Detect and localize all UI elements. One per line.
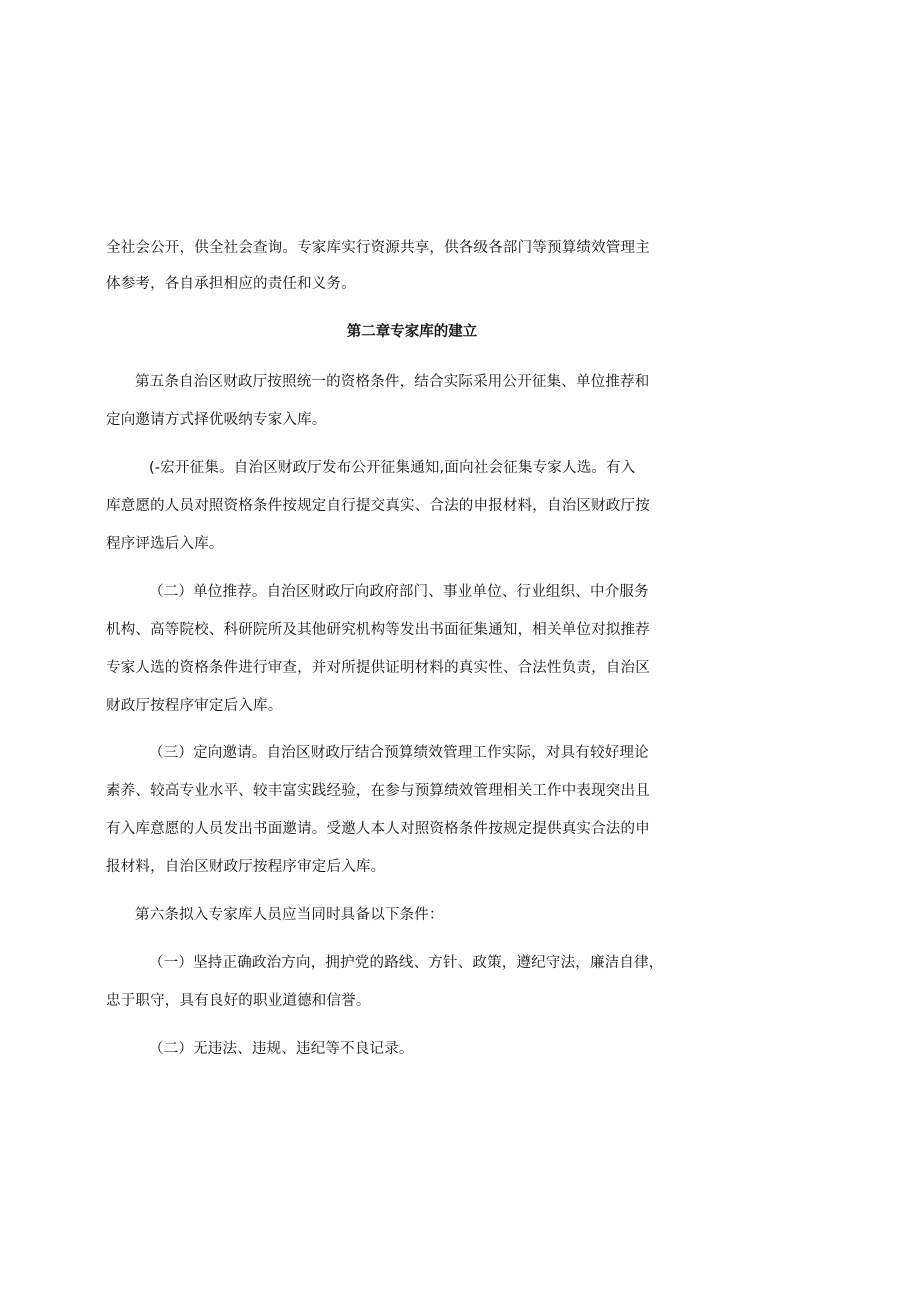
paragraph-line: 素养、较高专业水平、较丰富实践经验，在参与预算绩效管理相关工作中表现突出且 [106,783,650,799]
paragraph-line: 定向邀请方式择优吸纳专家入库。 [106,412,327,428]
paragraph-line: （一）坚持正确政治方向，拥护党的路线、方针、政策，遵纪守法，廉洁自律， [149,955,664,971]
paragraph-line: （二）无违法、违规、违纪等不良记录。 [149,1041,414,1057]
paragraph-line: 财政厅按程序审定后入库。 [106,698,283,714]
paragraph-line: 第六条拟入专家库人员应当同时具备以下条件： [135,907,444,923]
chapter-heading-row [0,322,920,342]
paragraph-line: （三）定向邀请。自治区财政厅结合预算绩效管理工作实际，对具有较好理论 [149,745,649,761]
paragraph-line: 有入库意愿的人员发出书面邀请。受邀人本人对照资格条件按规定提供真实合法的申 [106,821,650,837]
paragraph-line: 专家人选的资格条件进行审查，并对所提供证明材料的真实性、合法性负责，自治区 [106,660,650,676]
paragraph-line: 机构、高等院校、科研院所及其他研究机构等发出书面征集通知，相关单位对拟推荐 [106,622,650,638]
paragraph-line: 库意愿的人员对照资格条件按规定自行提交真实、合法的申报材料，自治区财政厅按 [106,498,650,514]
chapter-heading: 第二章专家库的建立 [346,324,478,340]
paragraph-line: （二）单位推荐。自治区财政厅向政府部门、事业单位、行业组织、中介服务 [149,584,649,600]
paragraph-line: 第五条自治区财政厅按照统一的资格条件，结合实际采用公开征集、单位推荐和 [135,374,650,390]
paragraph-line: 全社会公开，供全社会查询。专家库实行资源共享，供各级各部门等预算绩效管理主 [106,240,650,256]
paragraph-line: 体参考，各自承担相应的责任和义务。 [106,276,356,292]
paragraph-line: 程序评选后入库。 [106,536,224,552]
paragraph-line: 忠于职守，具有良好的职业道德和信誉。 [106,993,371,1009]
paragraph-line: 报材料，自治区财政厅按程序审定后入库。 [106,859,386,875]
paragraph-line: (-宏开征集。自治区财政厅发布公开征集通知,面向社会征集专家人选。有入 [149,460,636,476]
